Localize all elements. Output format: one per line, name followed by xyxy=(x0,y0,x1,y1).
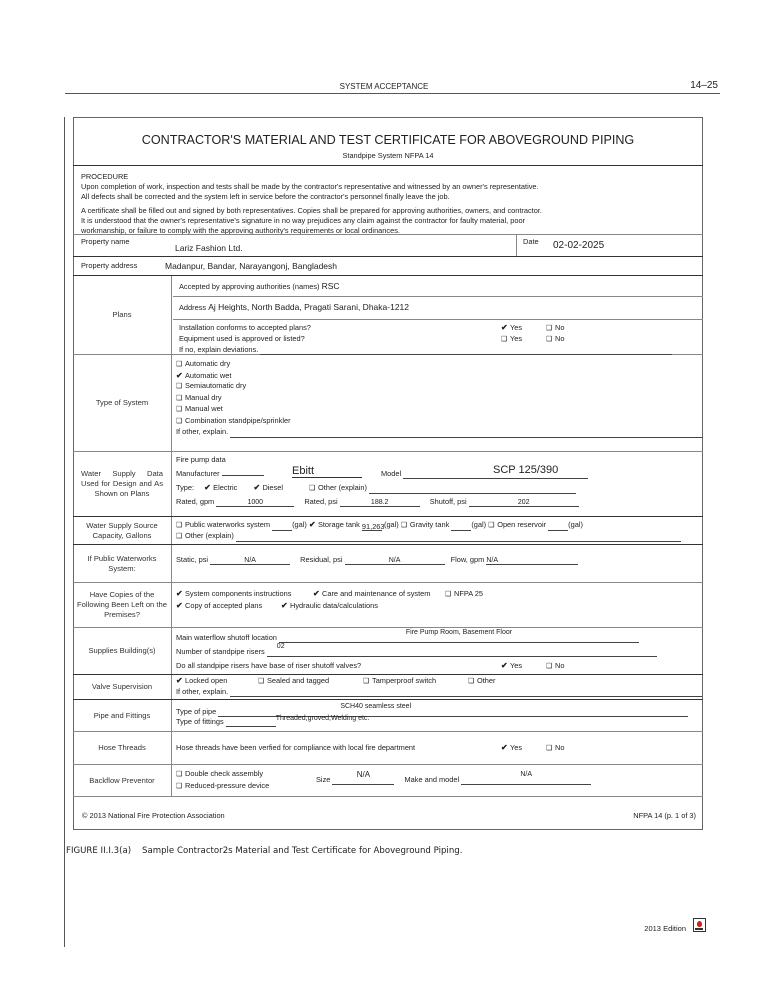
form-text xyxy=(176,717,369,727)
procedure-heading: PROCEDURE xyxy=(81,172,129,181)
procedure-text: A certificate shall be filled out and signed by both representatives. Copies shall be prepared for approving authorities, owners, and contractor. xyxy=(81,206,542,215)
copy-care-maintenance[interactable] xyxy=(313,589,430,599)
form-text: Rated, gpm xyxy=(176,497,215,506)
form-text xyxy=(176,703,688,717)
checkbox-icon: ❑ xyxy=(176,394,183,402)
system-type-label: Type of System xyxy=(73,355,172,451)
approved-yes[interactable] xyxy=(501,334,522,345)
form-text xyxy=(176,531,681,542)
checkbox-icon: ❑ xyxy=(176,522,183,529)
backflow-section xyxy=(73,765,703,797)
copy-system-components[interactable] xyxy=(176,589,291,599)
source-other-field[interactable] xyxy=(236,533,681,542)
plans-label: Plans xyxy=(73,276,172,354)
type-label: Type: xyxy=(176,483,195,492)
form-text xyxy=(176,497,579,507)
form-text: Care and maintenance of system xyxy=(322,589,431,598)
other-explain-label: If other, explain. xyxy=(176,427,229,436)
form-text: Flow, gpm xyxy=(450,555,485,564)
fittings-line[interactable] xyxy=(226,718,276,727)
form-text: Sealed and tagged xyxy=(267,676,330,685)
property-name-label: Property name xyxy=(81,237,130,246)
copy-nfpa25[interactable] xyxy=(445,589,483,600)
form-text xyxy=(697,921,702,927)
nfpa-logo-icon xyxy=(693,918,706,932)
form-text: (gal) xyxy=(292,520,307,529)
form-title: CONTRACTOR'S MATERIAL AND TEST CERTIFICATE FOR ABOVEGROUND PIPING xyxy=(141,133,635,147)
form-text: Make and model xyxy=(404,775,460,784)
checkmark-icon: ✔ xyxy=(176,589,183,598)
valve-supervision-label: Valve Supervision xyxy=(73,675,172,699)
double-check-option[interactable] xyxy=(176,769,263,780)
form-text: Main waterflow shutoff location xyxy=(176,633,277,642)
checkbox-icon: ❑ xyxy=(176,533,183,540)
checkbox-icon: ❑ xyxy=(546,663,553,670)
checkbox-icon: ❑ xyxy=(176,417,183,425)
base-valves-question: Do all standpipe risers have base of riser shutoff valves? xyxy=(176,661,362,670)
property-name-field[interactable]: Lariz Fashion Ltd. xyxy=(175,243,243,253)
header-rule xyxy=(65,93,720,94)
checkbox-icon: ❑ xyxy=(546,325,553,332)
public-waterworks[interactable] xyxy=(176,520,270,529)
rated-psi-field[interactable]: 188.2 xyxy=(340,498,420,507)
form-text: Storage tank xyxy=(317,520,360,529)
copyright: © 2013 National Fire Protection Association xyxy=(82,811,225,820)
checkmark-icon: ✔ xyxy=(501,661,508,670)
checkbox-icon: ❑ xyxy=(176,406,183,413)
form-text: Type of fittings xyxy=(176,717,224,726)
rated-gpm-field[interactable]: 1000 xyxy=(216,498,294,507)
form-text xyxy=(179,345,672,355)
copies-label: Have Copies of the Following Been Left on the Premises? xyxy=(73,583,172,627)
conforms-no[interactable] xyxy=(546,323,564,334)
pipe-fittings-label: Pipe and Fittings xyxy=(73,700,172,731)
form-text: Double check assembly xyxy=(185,769,264,778)
page-number: 14–25 xyxy=(690,80,718,91)
pipe-fittings-section xyxy=(73,700,703,732)
form-text xyxy=(316,770,591,785)
base-valves-yes[interactable] xyxy=(501,661,522,671)
flow-gpm-field[interactable]: N/A xyxy=(486,556,578,565)
property-address-row xyxy=(73,257,703,276)
form-text: Other xyxy=(477,676,496,685)
form-text xyxy=(176,629,639,643)
checkbox-icon: ❑ xyxy=(546,745,553,752)
checkbox-icon: ❑ xyxy=(176,383,183,390)
form-text xyxy=(272,522,292,531)
checkbox-icon: ❑ xyxy=(309,485,316,492)
checkbox-icon: ❑ xyxy=(400,522,408,529)
copy-accepted-plans[interactable] xyxy=(176,601,262,611)
valve-other[interactable] xyxy=(468,676,495,687)
option-manual-wet[interactable] xyxy=(176,404,702,416)
valve-tamperproof[interactable] xyxy=(363,676,436,687)
checkmark-icon: ✔ xyxy=(281,601,288,610)
hose-threads-label: Hose Threads xyxy=(73,732,172,764)
checkbox-icon: ❑ xyxy=(546,336,553,343)
form-text: Yes xyxy=(510,661,523,670)
margin-rule xyxy=(64,117,65,947)
plans-address[interactable] xyxy=(179,302,409,313)
form-text: (gal) xyxy=(383,520,399,529)
valve-locked-open[interactable] xyxy=(176,676,227,686)
system-type-section xyxy=(73,355,703,452)
checkbox-icon: ❑ xyxy=(176,361,183,368)
source-other[interactable] xyxy=(176,531,234,540)
checkmark-icon: ✔ xyxy=(313,589,320,598)
source-capacity-label: Water Supply Source Capacity, Gallons xyxy=(73,517,172,544)
deviations-label: If no, explain deviations. xyxy=(179,345,259,354)
accepted-value: RSC xyxy=(321,281,340,291)
conforms-yes[interactable] xyxy=(501,323,522,333)
form-subtitle: Standpipe System NFPA 14 xyxy=(342,151,434,160)
edition-label: 2013 Edition xyxy=(644,924,686,933)
base-valves-no[interactable] xyxy=(546,661,564,672)
form-text: Number of standpipe risers xyxy=(176,647,265,656)
form-text: No xyxy=(555,334,565,343)
size-field[interactable]: N/A xyxy=(332,775,394,785)
other-field[interactable] xyxy=(369,485,576,494)
option-automatic-wet[interactable] xyxy=(176,371,702,382)
form-text xyxy=(222,472,264,476)
procedure-text: workmanship, or failure to comply with the approving authority's requirements or local ordinances. xyxy=(81,226,400,235)
reduced-pressure-option[interactable] xyxy=(176,781,269,792)
risers-field[interactable]: 02 xyxy=(267,647,657,657)
conforms-question: Installation conforms to accepted plans? xyxy=(179,323,311,332)
accepted-by[interactable] xyxy=(179,281,340,292)
form-text: Automatic dry xyxy=(185,359,231,368)
checkmark-icon: ✔ xyxy=(204,483,211,492)
running-header: SYSTEM ACCEPTANCE xyxy=(339,82,429,91)
form-text: Yes xyxy=(510,743,523,752)
form-text xyxy=(176,687,702,697)
form-text: Hydraulic data/calculations xyxy=(290,601,378,610)
pipe-type-field[interactable]: SCH40 seamless steel xyxy=(218,707,688,717)
form-text xyxy=(176,469,264,479)
form-text: Residual, psi xyxy=(300,555,343,564)
form-text: If other, explain. xyxy=(176,687,229,696)
form-text: Combination standpipe/sprinkler xyxy=(185,415,291,425)
form-text: Electric xyxy=(213,483,238,492)
form-text: Other (explain) xyxy=(318,483,367,492)
property-address-label: Property address xyxy=(81,261,138,270)
form-text: (gal) xyxy=(471,520,487,529)
checkbox-icon: ❑ xyxy=(501,336,508,343)
model-field[interactable]: SCP 125/390 xyxy=(493,464,559,476)
form-text: NFPA 25 xyxy=(454,589,484,598)
property-address-field[interactable]: Madanpur, Bandar, Narayangonj, Bangladesh xyxy=(165,261,338,271)
option-semiautomatic-dry[interactable] xyxy=(176,381,702,393)
form-text: Type of pipe xyxy=(176,707,217,716)
system-type-options xyxy=(176,359,702,438)
form-text: No xyxy=(555,661,565,670)
type-other[interactable] xyxy=(309,483,367,492)
form-text: No xyxy=(555,743,565,752)
form-text: Tamperproof switch xyxy=(372,676,437,685)
model-label: Model xyxy=(381,469,402,478)
form-text: Locked open xyxy=(185,676,228,685)
procedure-text: Upon completion of work, inspection and tests shall be made by the contractor's representative and witnessed by an owner's representative. xyxy=(81,182,539,191)
source-capacity-section xyxy=(73,517,703,545)
residual-psi-field[interactable]: N/A xyxy=(345,556,445,565)
checkbox-icon: ❑ xyxy=(176,783,183,790)
option-combination[interactable] xyxy=(176,416,702,428)
type-electric[interactable] xyxy=(204,483,237,492)
date-field[interactable]: 02-02-2025 xyxy=(553,240,605,251)
form-text: Size xyxy=(316,775,331,784)
form-text xyxy=(176,483,576,494)
supplies-section xyxy=(73,628,703,675)
copy-hydraulic-data[interactable] xyxy=(281,601,378,611)
form-text xyxy=(548,522,568,531)
checkbox-icon: ❑ xyxy=(363,678,370,685)
deviations-field[interactable] xyxy=(260,346,672,355)
form-text: Copy of accepted plans xyxy=(185,601,263,610)
form-text: Diesel xyxy=(262,483,283,492)
option-manual-dry[interactable] xyxy=(176,393,702,405)
checkmark-icon: ✔ xyxy=(501,323,508,332)
form-text: Semiautomatic dry xyxy=(185,381,247,390)
divider xyxy=(173,319,703,320)
supplies-label: Supplies Building(s) xyxy=(73,628,172,674)
hose-threads-section xyxy=(73,732,703,765)
property-name-row xyxy=(73,235,703,257)
water-supply-section xyxy=(73,452,703,517)
form-text: (gal) xyxy=(568,520,583,529)
form-text: Reduced-pressure device xyxy=(185,781,270,790)
approved-question: Equipment used is approved or listed? xyxy=(179,334,305,343)
public-waterworks-label: If Public Waterworks System: xyxy=(73,545,172,582)
checkbox-icon: ❑ xyxy=(258,678,265,685)
form-text xyxy=(451,522,471,531)
form-text: Other (explain) xyxy=(185,531,234,540)
fittings-type-field[interactable]: Threaded,groved,Welding etc. xyxy=(275,715,370,722)
form-text xyxy=(176,643,657,657)
form-text: Automatic wet xyxy=(185,370,232,380)
checkmark-icon: ✔ xyxy=(176,676,183,685)
hose-question: Hose threads have been verfied for compliance with local fire department xyxy=(176,743,416,752)
form-text: Open reservoir xyxy=(497,520,547,529)
form-text: Manual wet xyxy=(185,404,223,413)
type-diesel[interactable] xyxy=(253,483,283,492)
address-value: Aj Heights, North Badda, Pragati Sarani, Dhaka-1212 xyxy=(208,302,409,312)
checkmark-icon: ✔ xyxy=(176,601,183,610)
water-supply-label: Water Supply Data Used for Design and As Shown on Plans xyxy=(73,452,172,516)
valve-sealed-tagged[interactable] xyxy=(258,676,329,687)
form-text: Yes xyxy=(510,334,523,343)
form-text: Rated, psi xyxy=(304,497,338,506)
procedure-text: All defects shall be corrected and the system left in service before the contractor's personnel finally leave the job. xyxy=(81,192,450,201)
backflow-label: Backflow Preventor xyxy=(73,765,172,796)
procedure-text: It is understood that the owner's representative's signature in no way prejudices any claim against the contractor for faulty material, poor xyxy=(81,216,526,225)
checkbox-icon: ❑ xyxy=(468,678,475,685)
form-text: Public waterworks system xyxy=(185,520,271,529)
checkbox-icon: ❑ xyxy=(445,591,452,598)
form-text xyxy=(176,555,578,565)
valve-supervision-section xyxy=(73,675,703,700)
accepted-label: Accepted by approving authorities (names) xyxy=(179,282,320,291)
title-rule xyxy=(73,165,703,166)
storage-tank[interactable] xyxy=(309,520,360,529)
divider xyxy=(516,235,517,256)
form-page-number: NFPA 14 (p. 1 of 3) xyxy=(633,811,696,820)
valve-other-field[interactable] xyxy=(230,688,702,697)
approved-no[interactable] xyxy=(546,334,564,345)
manufacturer-label: Manufacturer xyxy=(176,469,220,478)
other-explain-field[interactable] xyxy=(230,429,702,438)
storage-capacity-field[interactable]: 91,263 xyxy=(361,522,385,531)
form-text: Manual dry xyxy=(185,392,222,402)
plans-section xyxy=(73,276,703,355)
public-waterworks-section xyxy=(73,545,703,583)
fire-pump-label: Fire pump data xyxy=(176,455,226,464)
gravity-tank[interactable] xyxy=(401,520,449,529)
form-text: Shutoff, psi xyxy=(429,497,467,506)
static-psi-field[interactable]: N/A xyxy=(210,556,290,565)
manufacturer-field[interactable]: Ebitt xyxy=(292,465,362,478)
divider xyxy=(173,296,703,297)
make-model-field[interactable]: N/A xyxy=(461,775,591,785)
checkmark-icon: ✔ xyxy=(308,520,316,529)
form-text: Gravity tank xyxy=(409,520,450,529)
form-text: No xyxy=(555,323,565,332)
address-label: Address xyxy=(179,303,207,312)
date-label: Date xyxy=(523,237,539,246)
copies-section xyxy=(73,583,703,628)
open-reservoir[interactable] xyxy=(488,520,546,529)
form-text xyxy=(176,427,702,438)
form-text: System components instructions xyxy=(185,589,292,598)
checkbox-icon: ❑ xyxy=(176,771,183,778)
shutoff-location-field[interactable]: Fire Pump Room, Basement Floor xyxy=(279,633,639,643)
procedure xyxy=(81,172,542,236)
option-automatic-dry[interactable] xyxy=(176,359,702,371)
hose-yes[interactable] xyxy=(501,743,522,753)
checkmark-icon: ✔ xyxy=(501,743,508,752)
figure-caption: FIGURE II.I.3(a) Sample Contractor2s Material and Test Certificate for Aboveground Piping. xyxy=(66,846,463,856)
checkmark-icon: ✔ xyxy=(176,370,183,380)
form-text xyxy=(695,928,703,930)
form-text: Yes xyxy=(510,323,523,332)
form-text: Static, psi xyxy=(176,555,209,564)
shutoff-psi-field[interactable]: 202 xyxy=(469,498,579,507)
checkbox-icon: ❑ xyxy=(488,522,495,529)
hose-no[interactable] xyxy=(546,743,564,754)
checkmark-icon: ✔ xyxy=(253,483,261,492)
form-text xyxy=(176,520,583,531)
